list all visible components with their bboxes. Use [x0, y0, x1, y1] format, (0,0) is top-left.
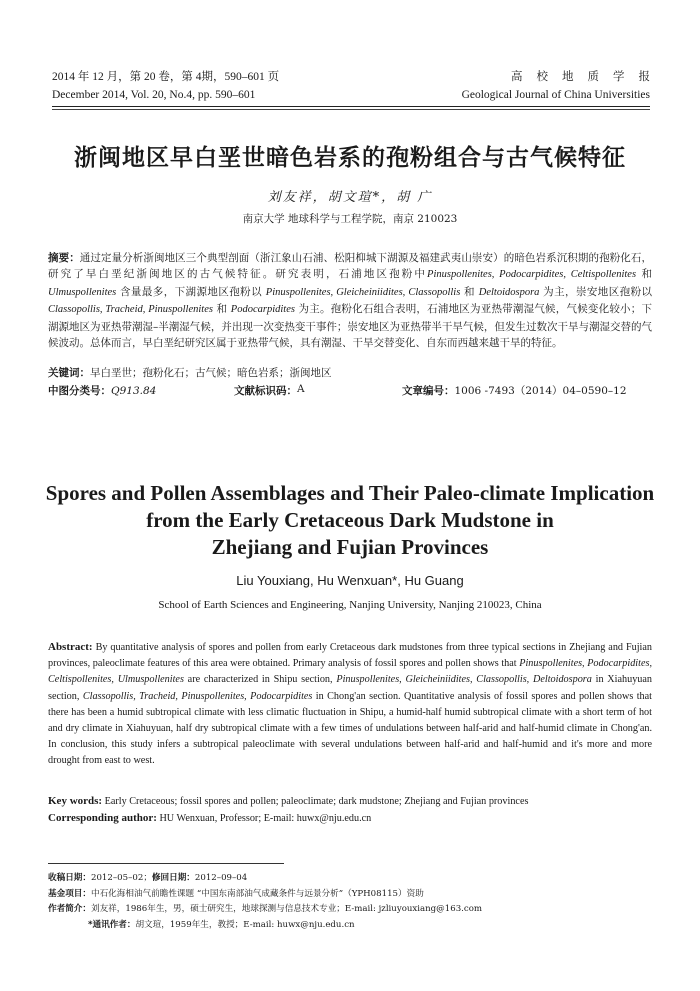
en-title-line: Zhejiang and Fujian Provinces [211, 535, 489, 559]
en-authors: Liu Youxiang, Hu Wenxuan*, Hu Guang [236, 573, 464, 588]
journal-name-en: Geological Journal of China Universities [461, 89, 650, 101]
revised-date: 2012–09–04 [194, 873, 248, 883]
article-number [402, 383, 627, 398]
en-citation: December 2014, Vol. 20, No.4, pp. 590–601 [52, 89, 256, 101]
journal-block [461, 68, 664, 104]
corresponding-author-label: Corresponding author: [48, 812, 157, 824]
en-abstract-text: in Xiahuyuan section, [48, 674, 652, 702]
doc-code [234, 383, 305, 398]
en-abstract [48, 639, 652, 770]
journal-name-cn: 高校地质学报 [511, 71, 664, 83]
cn-abstract-text: 含量最多，下湖源地区孢粉以 [116, 285, 266, 298]
en-abstract-text: are characterized in Shipu section, [183, 674, 337, 686]
received-date: 2012–05–02； [90, 873, 152, 883]
clc-number [48, 383, 156, 398]
en-abstract-taxa: Pinuspollenites, Podocarpidites, Celtispollenites, Ulmuspollenites [48, 658, 652, 686]
cn-authors: 刘友祥，胡文瑄*，胡 广 [267, 190, 433, 205]
corresponding-author [48, 810, 652, 827]
header-rule-thin [52, 109, 650, 110]
author-bio [48, 902, 652, 918]
received-dates [48, 871, 652, 887]
en-affiliation: School of Earth Sciences and Engineering, Nanjing University, Nanjing 210023, China [158, 599, 542, 611]
author-bio-label: 作者简介： [48, 904, 91, 914]
author-bio-text: 刘友祥，1986年生，男，硕士研究生，地球探测与信息技术专业；E-mail: jzliuyouxiang@163.com [90, 904, 483, 914]
corresponding-author-cn [48, 918, 652, 934]
cn-abstract-text: 通过定量分析浙闽地区三个典型剖面（浙江象山石浦、松阳枊城下湖源及福建武夷山崇安）的暗色岩系沉积期的孢粉化石，研究了早白垩纪浙闽地区的古气候特征。研究表明，石浦地区孢粉中 [48, 252, 652, 281]
en-title [0, 480, 700, 561]
article-number-label: 文章编号： [402, 385, 455, 397]
cn-keywords-text: 早白垩世；孢粉化石；古气候；暗色岩系；浙闽地区 [90, 367, 332, 379]
cn-abstract-taxa: Pinuspollenites, Gleicheiniidites, Classopollis [265, 286, 461, 298]
cn-abstract-label: 摘要： [48, 252, 80, 264]
doc-code-label: 文献标识码： [234, 385, 297, 397]
cn-abstract-text: 和 [636, 268, 653, 281]
cn-keywords [48, 365, 332, 380]
en-abstract-text: By quantitative analysis of spores and pollen from early Cretaceous dark mudstones from three typical sections in Zhejiang and Fujian provinces, paleoclimate features of this area were obtained. Primary analysis of fossil spores and pollen shows that [48, 642, 652, 670]
cn-abstract-taxa: Pinuspollenites, Podocarpidites, Celtispollenites [427, 269, 637, 281]
article-number-value: 1006 -7493（2014）04–0590–12 [454, 385, 627, 397]
cn-citation: 2014 年 12 月，第 20 卷，第 4期，590–601 页 [52, 71, 280, 83]
cn-abstract-taxa: Deltoidospora [478, 286, 540, 298]
cn-keywords-label: 关键词： [48, 367, 90, 379]
clc-label: 中图分类号： [48, 385, 111, 397]
cn-abstract-text: 和 [460, 285, 479, 298]
corresponding-author-cn-text: 胡文瑄，1959年生，教授；E-mail: huwx@nju.edu.cn [135, 919, 355, 930]
en-keywords-text: Early Cretaceous; fossil spores and pollen; paleoclimate; dark mudstone; Zhejiang and Fujian provinces [104, 796, 529, 807]
en-abstract-text: in Chong'an section. Quantitative analysis of fossil spores and pollen shows that there has been a humid subtropical climate with less climatic fluctuation in Shipu, a humid-half humid subtropical climate with a short term of hot and dry climate in Xiahuyuan, half dry subtropical climate with a few times of undulations between half-arid and half-humid climate in Chong'an. In conclusion, this study infers a subtropical paleoclimate with several undulations between half-arid and half-humid and it's more and more drought from east to west. [48, 690, 652, 767]
header-rule-thick [52, 106, 650, 107]
citation-block [52, 68, 279, 104]
en-title-line: Spores and Pollen Assemblages and Their Paleo-climate Implication [45, 481, 655, 505]
cn-affiliation: 南京大学 地球科学与工程学院，南京 210023 [242, 213, 458, 225]
doc-code-value: A [297, 383, 305, 395]
fund-text: 中石化海相油气前瞻性课题 “中国东南部油气成藏条件与远景分析”（YPH08115）资助 [90, 888, 424, 899]
cn-abstract-taxa: Classopollis, Tracheid, Pinuspollenites [48, 304, 213, 316]
cn-abstract-text: 为主。孢粉化石组合表明，石浦地区为亚热带潮湿气候，气候变化较小；下湖源地区为亚热带潮湿–半潮湿气候，并出现一次变热变干事件；崇安地区为亚热带半干旱气候，但发生过数次干旱与潮湿交替的气候波动。总体而言，早白垩纪研究区属于亚热带气候，具有潮湿、干旱交替变化、自东而西越来越干旱的特征。 [48, 303, 652, 350]
cn-abstract-taxa: Podocarpidites [230, 304, 295, 316]
cn-abstract-taxa: Ulmuspollenites [48, 286, 117, 298]
en-abstract-label: Abstract: [48, 641, 93, 653]
footnote-rule [48, 863, 284, 864]
cn-abstract-text: 为主，崇安地区孢粉以 [539, 285, 652, 298]
cn-abstract [48, 250, 652, 351]
footnotes [48, 871, 652, 933]
received-label: 收稿日期： [48, 873, 91, 883]
en-title-line: from the Early Cretaceous Dark Mudstone in [146, 508, 554, 532]
en-abstract-taxa: Pinuspollenites, Gleicheiniidites, Classopollis, Deltoidospora [336, 674, 592, 686]
cn-abstract-text: 和 [212, 303, 231, 316]
en-keywords [48, 793, 652, 810]
en-abstract-taxa: Classopollis, Tracheid, Pinuspollenites, Podocarpidites [82, 690, 313, 702]
clc-value: Q913.84 [111, 385, 157, 397]
corresponding-author-text: HU Wenxuan, Professor; E-mail: huwx@nju.edu.cn [159, 813, 372, 824]
en-keywords-block [48, 793, 652, 827]
revised-label: 修回日期： [151, 873, 195, 883]
fund-info [48, 887, 652, 903]
corresponding-author-cn-label: *通讯作者： [88, 919, 136, 930]
fund-label: 基金项目： [48, 888, 91, 899]
en-keywords-label: Key words: [48, 795, 103, 807]
cn-title: 浙闽地区早白垩世暗色岩系的孢粉组合与古气候特征 [74, 145, 626, 171]
